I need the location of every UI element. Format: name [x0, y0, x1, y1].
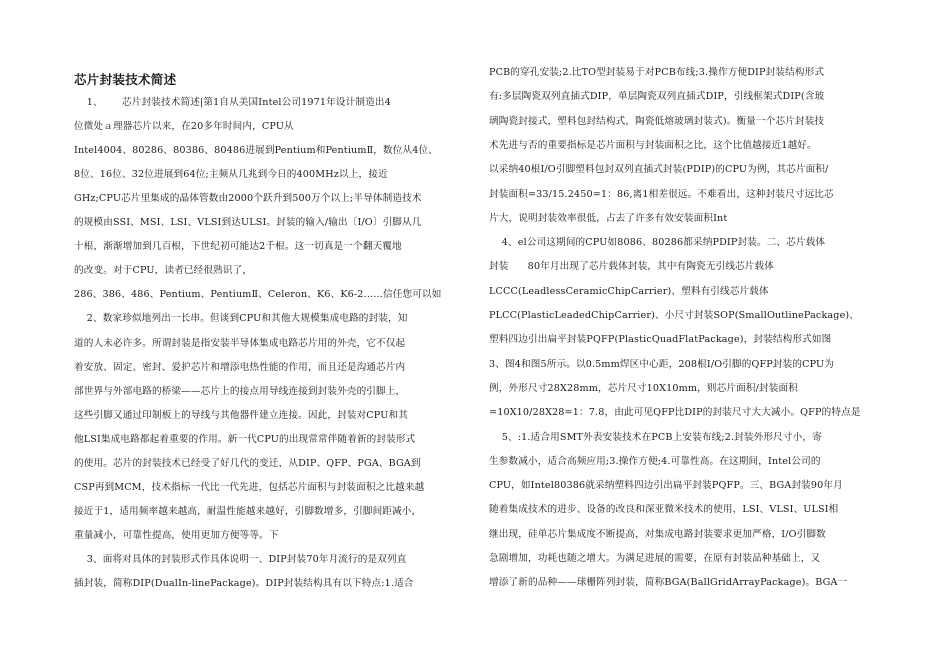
text-line: 重量减小，可靠性提高，使用更加方便等等。下 [74, 529, 279, 541]
text-line: 3、图4和图5所示。以0.5mm焊区中心距，208根I/O引脚的QFP封装的CPU为 [489, 358, 835, 370]
text-line: 5、:1.适合用SMT外表安装技术在PCB上安装布线;2.封装外形尺寸小，寄 [489, 431, 822, 443]
text-line: 塑料四边引出扁平封装PQFP(PlasticQuadFlatPackage)，封装结构形式如图 [489, 334, 832, 346]
text-line: 增添了新的品种——球栅阵列封装，简称BGA(BallGridArrayPackage)。BGA一 [489, 577, 848, 589]
text-line: GHz;CPU芯片里集成的晶体管数由2000个跃升到500万个以上;半导体制造技术 [74, 193, 422, 205]
text-line: PCB的穿孔安装;2.比TO型封装易于对PCB布线;3.操作方便DIP封装结构形式 [489, 67, 825, 78]
text-line: 1、 芯片封装技术简述|第1自从美国Intel公司1971年设计制造出4 [74, 97, 391, 108]
text-line: 璃陶瓷封接式，塑料包封结构式，陶瓷低熔玻璃封装式)。衡量一个芯片封装技 [489, 115, 825, 127]
text-line: 随着集成技术的进步、设备的改良和深亚微米技术的使用，LSI、VLSI、ULSI相 [489, 504, 839, 516]
text-line: 有:多层陶瓷双列直插式DIP，单层陶瓷双列直插式DIP，引线框架式DIP(含玻 [489, 91, 825, 103]
text-line: 生参数减小，适合高频应用;3.操作方便;4.可靠性高。在这期间，Intel公司的 [489, 455, 821, 467]
text-line: 286、386、486、Pentium、PentiumⅡ、Celeron、K6、K6-2……信任您可以如 [74, 289, 442, 301]
text-line: 以采纳40根I/O引脚塑料包封双列直插式封装(PDIP)的CPU为例，其芯片面积/ [489, 164, 829, 176]
text-line: 部世界与外部电路的桥梁——芯片上的接点用导线连接到封装外壳的引脚上， [74, 385, 406, 397]
text-line: 继出现，硅单芯片集成度不断提高，对集成电路封装要求更加严格，I/O引脚数 [489, 528, 826, 540]
text-line: 的使用。芯片的封装技术已经受了好几代的变迁，从DIP、QFP、PGA、BGA到 [74, 457, 421, 469]
text-line: 例，外形尺寸28X28mm，芯片尺寸10X10mm，则芯片面积/封装面积 [489, 382, 798, 394]
text-line: 的规模由SSI、MSI、LSI、VLSI到达ULSI。封装的输入/输出〔I/O〕引脚从几 [74, 217, 422, 229]
text-line: 术先进与否的重要指标是芯片面积与封装面积之比，这个比值越接近1越好。 [489, 139, 817, 151]
text-line: CPU，如Intel80386就采纳塑料四边引出扁平封装PQFP。三、BGA封装90年月 [489, 480, 843, 492]
text-line: 他LSI集成电路都起着重要的作用。新一代CPU的出现常常伴随着新的封装形式 [74, 433, 416, 445]
text-line: CSP再到MCM，技术指标一代比一代先进，包括芯片面积与封装面积之比越来越 [74, 481, 425, 493]
text-line: Intel4004、80286、80386、80486进展到Pentium和PentiumⅡ，数位从4位、 [74, 145, 438, 157]
text-line: 位微处ａ理器芯片以来，在20多年时间内，CPU从 [74, 121, 294, 133]
text-line: 3、面将对具体的封装形式作具体说明一、DIP封装70年月流行的是双列直 [74, 553, 407, 565]
text-line: 片大，说明封装效率很低，占去了许多有效安装面积Int [489, 212, 728, 224]
text-line: 急剧增加，功耗也随之增大。为满足进展的需要，在原有封装品种基础上，又 [489, 553, 821, 564]
text-line: 十根，渐渐增加到几百根，下世纪初可能达2千根。这一切真是一个翻天覆地 [74, 241, 402, 253]
text-line: LCCC(LeadlessCeramicChipCarrier)、塑料有引线芯片载体 [489, 285, 769, 297]
text-line: 道的人未必许多。所谓封装是指安装半导体集成电路芯片用的外壳，它不仅起 [74, 337, 406, 349]
text-line: 4、el公司这期间的CPU如8086、80286都采纳PDIP封装。二、芯片载体 [489, 237, 826, 249]
text-line: 封装 80年月出现了芯片载体封装，其中有陶瓷无引线芯片载体 [489, 261, 775, 273]
text-line: 接近于1，适用频率越来越高，耐温性能越来越好，引脚数增多，引脚间距减小， [74, 505, 422, 517]
text-line: PLCC(PlasticLeadedChipCarrier)、小尺寸封装SOP(SmallOutlinePackage)、 [489, 310, 860, 321]
text-line: 这些引脚又通过印制板上的导线与其他器件建立连接。因此，封装对CPU和其 [74, 409, 408, 421]
text-line: 插封装，简称DIP(DualIn-linePackage)。DIP封装结构具有以下特点:1.适合 [74, 578, 414, 589]
text-line: 8位、16位、32位进展到64位;主频从几兆到今日的400MHz以上，接近 [74, 169, 388, 181]
text-line: 的改变。对于CPU，读者已经很熟识了， [74, 265, 253, 277]
text-line: 着安放、固定、密封、爱护芯片和增添电热性能的作用，而且还是沟通芯片内 [74, 361, 406, 373]
document-title: 芯片封装技术简述 [74, 72, 177, 87]
text-line: 2、数家珍似地列出一长串。但谈到CPU和其他大规模集成电路的封装，知 [74, 313, 408, 325]
text-line: =10X10/28X28=1：7.8，由此可见QFP比DIP的封装尺寸大大减小。QFP的特点是 [489, 407, 861, 419]
text-line: 封装面积=33/15.2450=1：86,离1相差很远。不难看出，这种封装尺寸远比芯 [489, 188, 834, 200]
